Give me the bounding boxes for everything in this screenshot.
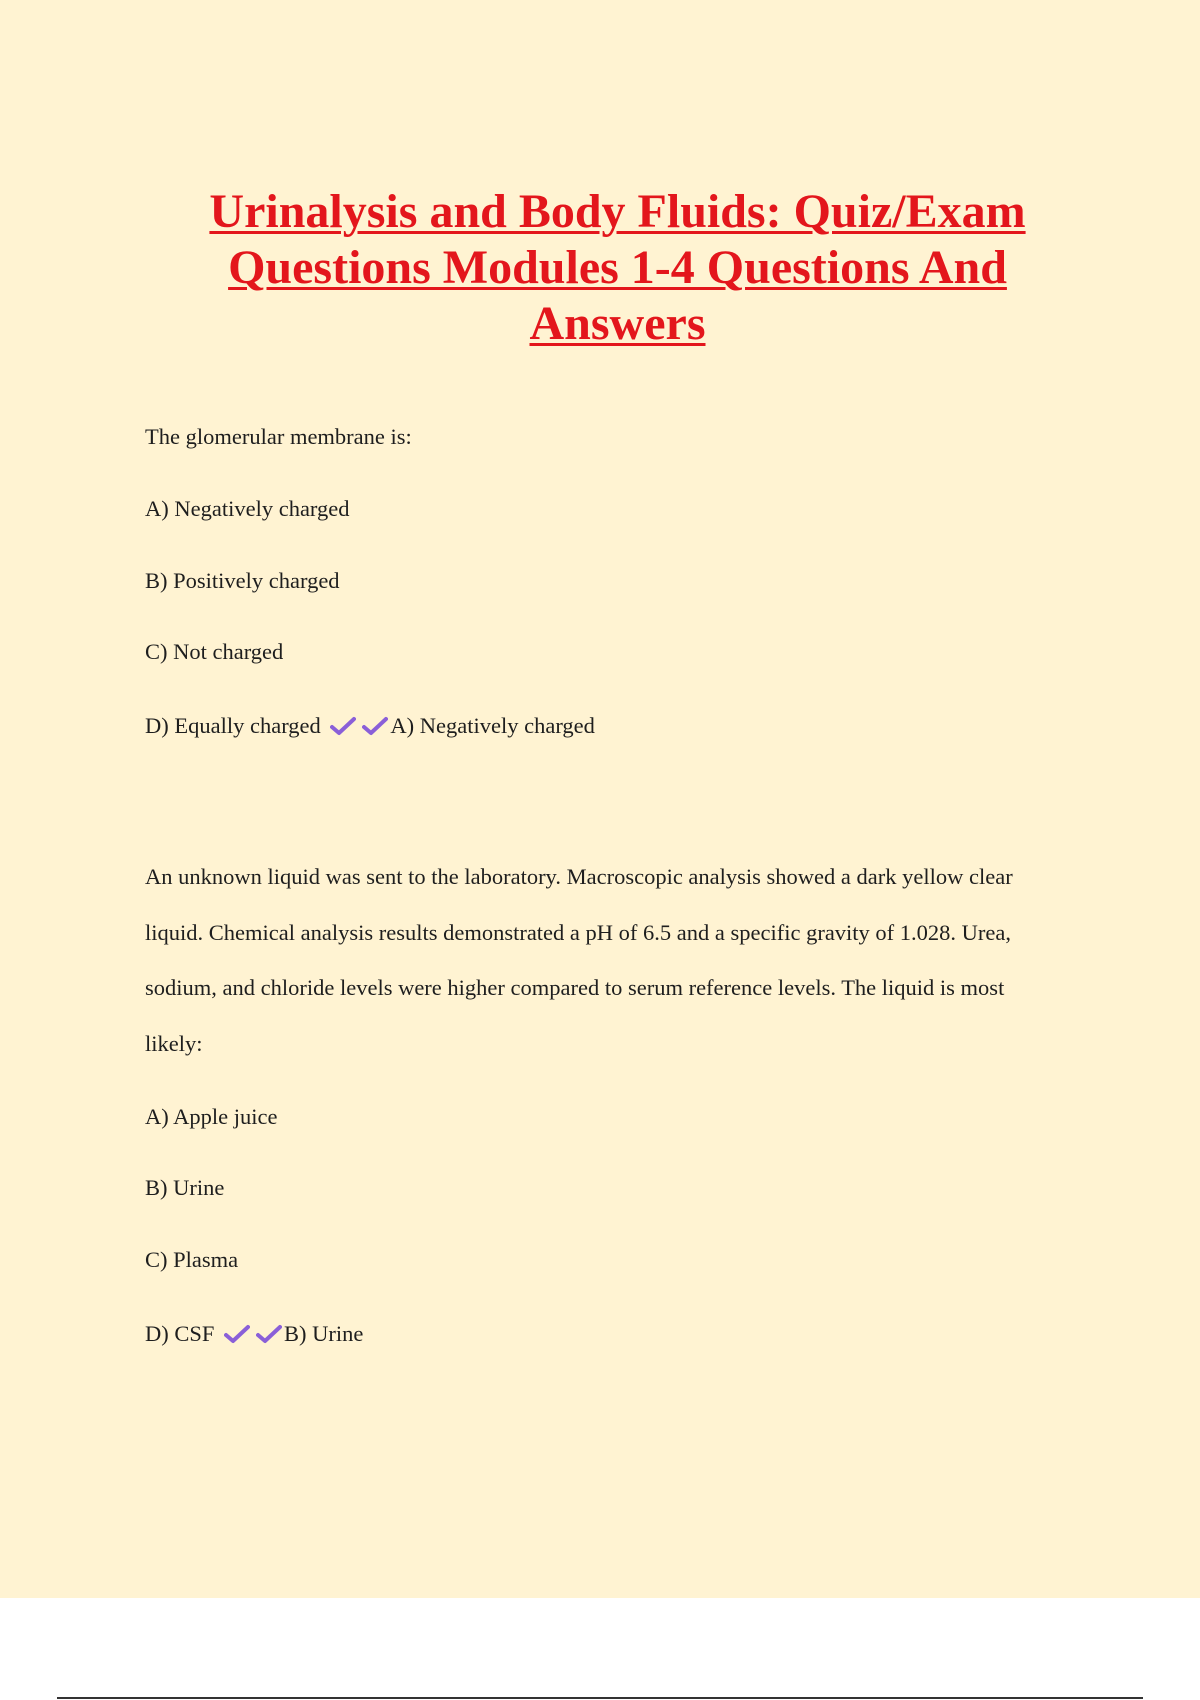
option-d: D) Equally charged xyxy=(145,713,321,738)
option-b: B) Urine xyxy=(145,1175,225,1200)
option-d: D) CSF xyxy=(145,1321,215,1346)
option-a: A) Negatively charged xyxy=(145,496,350,521)
question-prompt-line-4: likely: xyxy=(145,1031,203,1056)
question-prompt-line-2: liquid. Chemical analysis results demonstrated a pH of 6.5 and a specific gravity of 1.028. Urea, xyxy=(145,920,1012,945)
option-d-with-answer xyxy=(145,711,595,741)
option-b: B) Positively charged xyxy=(145,568,340,593)
checkmark-icon xyxy=(362,716,388,736)
checkmark-icon xyxy=(256,1324,282,1344)
option-c: C) Not charged xyxy=(145,639,284,664)
checkmark-icon xyxy=(330,716,356,736)
question-prompt: The glomerular membrane is: xyxy=(145,424,412,449)
question-prompt-line-1: An unknown liquid was sent to the laboratory. Macroscopic analysis showed a dark yellow clear xyxy=(145,864,1013,889)
correct-answer: A) Negatively charged xyxy=(390,713,595,738)
document-title: Urinalysis and Body Fluids: Quiz/Exam Questions Modules 1-4 Questions And Answers xyxy=(209,185,1026,350)
checkmark-icon xyxy=(224,1324,250,1344)
question-prompt-line-3: sodium, and chloride levels were higher compared to serum reference levels. The liquid is most xyxy=(145,975,1005,1000)
footer-divider xyxy=(57,1697,1143,1699)
correct-answer: B) Urine xyxy=(284,1321,364,1346)
option-c: C) Plasma xyxy=(145,1247,239,1272)
option-d-with-answer xyxy=(145,1319,363,1349)
option-a: A) Apple juice xyxy=(145,1104,278,1129)
